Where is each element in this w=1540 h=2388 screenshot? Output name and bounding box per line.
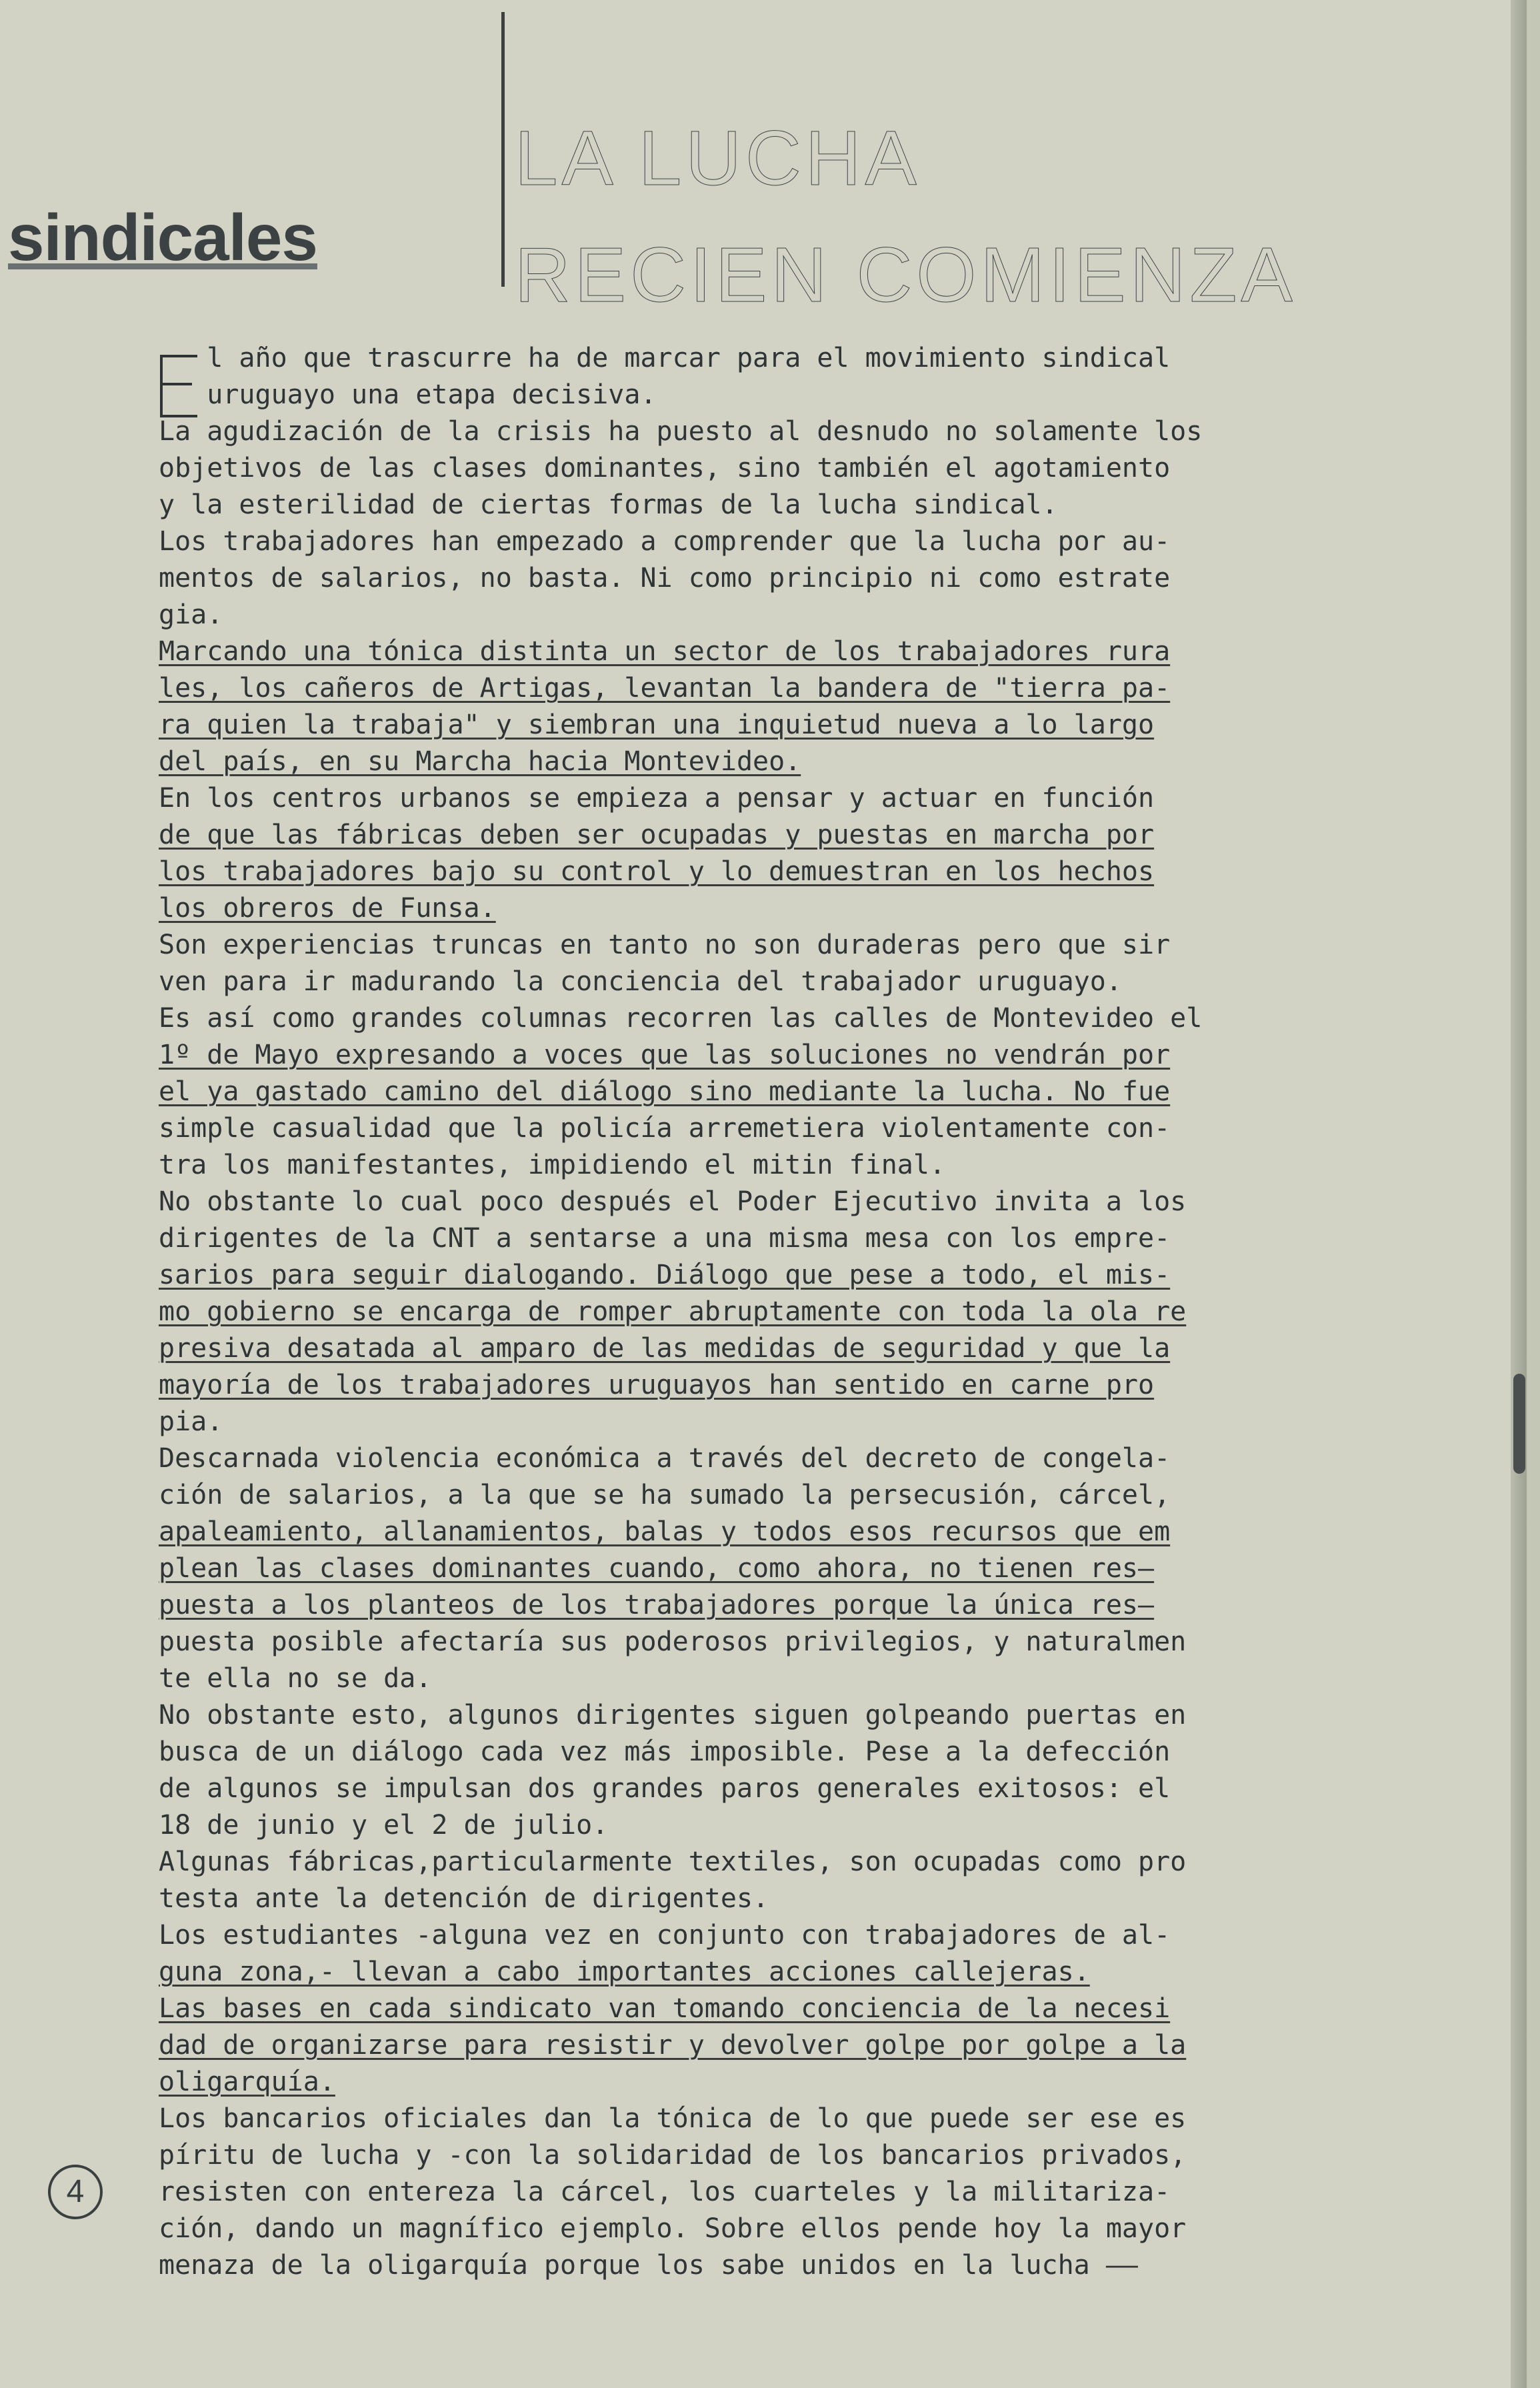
article-line: del país, en su Marcha hacia Montevideo. <box>159 746 801 777</box>
article-line: Descarnada violencia económica a través del decreto de congela- <box>159 1443 1171 1474</box>
article-title <box>515 100 1297 333</box>
article-line: ra quien la trabaja" y siembran una inquietud nueva a lo largo <box>159 710 1155 740</box>
article-line: sarios para seguir dialogando. Diálogo que pese a todo, el mis- <box>159 1260 1171 1290</box>
title-line-1: LA LUCHA <box>515 115 921 201</box>
article-line: los obreros de Funsa. <box>159 893 496 924</box>
article-line: el ya gastado camino del diálogo sino mediante la lucha. No fue <box>159 1076 1171 1107</box>
article-line: de que las fábricas deben ser ocupadas y puestas en marcha por <box>159 820 1155 850</box>
article-line: l año que trascurre ha de marcar para el movimiento sindical <box>159 343 1171 373</box>
article-line: Es así como grandes columnas recorren las calles de Montevideo el <box>159 1003 1203 1034</box>
article-line: plean las clases dominantes cuando, como ahora, no tienen res— <box>159 1553 1155 1584</box>
article-line: mayoría de los trabajadores uruguayos han sentido en carne pro <box>159 1370 1155 1400</box>
article-line: ción, dando un magnífico ejemplo. Sobre ellos pende hoy la mayor <box>159 2213 1187 2244</box>
article-line: busca de un diálogo cada vez más imposible. Pese a la defección <box>159 1736 1171 1767</box>
article-line: Marcando una tónica distinta un sector de los trabajadores rura <box>159 636 1171 667</box>
article-line: resisten con entereza la cárcel, los cuarteles y la militariza- <box>159 2177 1171 2207</box>
article-line: te ella no se da. <box>159 1663 432 1694</box>
article-line: Las bases en cada sindicato van tomando conciencia de la necesi <box>159 1993 1171 2024</box>
article-line: tra los manifestantes, impidiendo el mitin final. <box>159 1150 946 1180</box>
article-line: Son experiencias truncas en tanto no son duraderas pero que sir <box>159 930 1171 960</box>
article-line: mentos de salarios, no basta. Ni como principio ni como estrate <box>159 563 1171 593</box>
article-line: En los centros urbanos se empieza a pensar y actuar en función <box>159 783 1155 814</box>
page-edge <box>1511 0 1527 2388</box>
article-line: No obstante lo cual poco después el Poder Ejecutivo invita a los <box>159 1186 1187 1217</box>
article-line: objetivos de las clases dominantes, sino también el agotamiento <box>159 453 1171 483</box>
article-line: pia. <box>159 1406 223 1437</box>
article-line: Algunas fábricas,particularmente textiles, son ocupadas como pro <box>159 1847 1187 1877</box>
article-line: 18 de junio y el 2 de julio. <box>159 1810 609 1841</box>
article-line: les, los cañeros de Artigas, levantan la bandera de "tierra pa- <box>159 673 1171 704</box>
article-line: y la esterilidad de ciertas formas de la lucha sindical. <box>159 489 1058 520</box>
section-label: sindicales <box>8 201 317 274</box>
article-line: puesta a los planteos de los trabajadores porque la única res— <box>159 1590 1155 1620</box>
article-line: mo gobierno se encarga de romper abruptamente con toda la ola re <box>159 1296 1187 1327</box>
article-line: Los bancarios oficiales dan la tónica de lo que puede ser ese es <box>159 2103 1187 2134</box>
article-line: dirigentes de la CNT a sentarse a una misma mesa con los empre- <box>159 1223 1171 1254</box>
article-line: apaleamiento, allanamientos, balas y todos esos recursos que em <box>159 1516 1171 1547</box>
ink-smudge <box>1513 1374 1525 1474</box>
article-line: testa ante la detención de dirigentes. <box>159 1883 769 1914</box>
article-line: presiva desatada al amparo de las medidas de seguridad y que la <box>159 1333 1171 1364</box>
article-line: No obstante esto, algunos dirigentes siguen golpeando puertas en <box>159 1700 1187 1730</box>
article-line: dad de organizarse para resistir y devolver golpe por golpe a la <box>159 2030 1187 2061</box>
article-line: puesta posible afectaría sus poderosos privilegios, y naturalmen <box>159 1626 1187 1657</box>
header-divider <box>501 12 505 287</box>
article-body <box>159 340 1365 2284</box>
article-line: ven para ir madurando la conciencia del trabajador uruguayo. <box>159 966 1122 997</box>
article-line: oligarquía. <box>159 2067 335 2097</box>
article-line: Los trabajadores han empezado a comprender que la lucha por au- <box>159 526 1171 557</box>
article-line: guna zona,- llevan a cabo importantes acciones callejeras. <box>159 1957 1090 1987</box>
article-line: Los estudiantes -alguna vez en conjunto con trabajadores de al- <box>159 1920 1171 1951</box>
article-line: píritu de lucha y -con la solidaridad de los bancarios privados, <box>159 2140 1187 2171</box>
article-line: 1º de Mayo expresando a voces que las soluciones no vendrán por <box>159 1040 1171 1070</box>
title-line-2: RECIEN COMIENZA <box>515 231 1297 318</box>
article-line: los trabajadores bajo su control y lo demuestran en los hechos <box>159 856 1155 887</box>
page-number: 4 <box>48 2165 103 2219</box>
article-line: de algunos se impulsan dos grandes paros generales exitosos: el <box>159 1773 1171 1804</box>
article-line: gia. <box>159 600 223 630</box>
article-line: menaza de la oligarquía porque los sabe unidos en la lucha —— <box>159 2250 1139 2281</box>
article-line: simple casualidad que la policía arremetiera violentamente con- <box>159 1113 1171 1144</box>
article-line: ción de salarios, a la que se ha sumado la persecusión, cárcel, <box>159 1480 1171 1510</box>
article-line: La agudización de la crisis ha puesto al desnudo no solamente los <box>159 416 1203 447</box>
article-line: uruguayo una etapa decisiva. <box>159 379 657 410</box>
